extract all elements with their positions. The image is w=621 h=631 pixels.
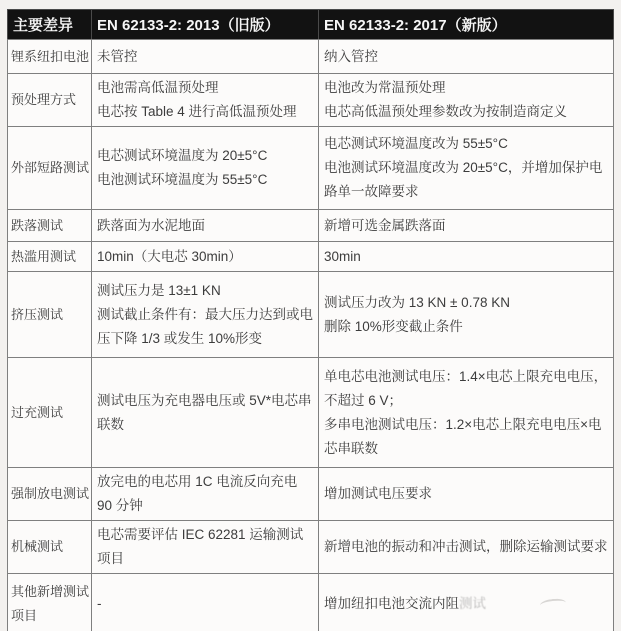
row-category-cell: 预处理方式 <box>8 74 92 127</box>
table-row <box>8 242 614 272</box>
new-version-cell <box>319 574 614 631</box>
old-version-cell: - <box>92 574 319 631</box>
old-version-cell: 未管控 <box>92 40 319 74</box>
old-version-cell: 测试电压为充电器电压或 5V*电芯串联数 <box>92 358 319 468</box>
row-category-cell: 热滥用测试 <box>8 242 92 272</box>
table-row <box>8 74 614 127</box>
old-version-cell: 电芯测试环境温度为 20±5°C 电池测试环境温度为 55±5°C <box>92 127 319 210</box>
table-row <box>8 574 614 631</box>
old-version-cell: 测试压力是 13±1 KN 测试截止条件有：最大压力达到或电压下降 1/3 或发生 10%形变 <box>92 272 319 358</box>
header-old-standard: EN 62133-2: 2013（旧版） <box>92 10 319 40</box>
table-row <box>8 210 614 242</box>
comparison-table <box>7 9 614 631</box>
cell-text: 增加纽扣电池交流内阻 <box>324 595 459 611</box>
new-version-cell: 测试压力改为 13 KN ± 0.78 KN 删除 10%形变截止条件 <box>319 272 614 358</box>
old-version-cell: 电芯需要评估 IEC 62281 运输测试项目 <box>92 521 319 574</box>
new-version-cell: 电芯测试环境温度改为 55±5°C 电池测试环境温度改为 20±5°C，并增加保护电路单一故障要求 <box>319 127 614 210</box>
table-row <box>8 521 614 574</box>
old-version-cell: 跌落面为水泥地面 <box>92 210 319 242</box>
new-version-cell: 新增电池的振动和冲击测试，删除运输测试要求 <box>319 521 614 574</box>
row-category-cell: 机械测试 <box>8 521 92 574</box>
new-version-cell: 30min <box>319 242 614 272</box>
new-version-cell: 增加测试电压要求 <box>319 468 614 521</box>
new-version-cell: 新增可选金属跌落面 <box>319 210 614 242</box>
table-row <box>8 40 614 74</box>
header-main-difference: 主要差异 <box>8 10 92 40</box>
row-category-cell: 跌落测试 <box>8 210 92 242</box>
old-version-cell: 电池需高低温预处理 电芯按 Table 4 进行高低温预处理 <box>92 74 319 127</box>
row-category-cell: 锂系纽扣电池 <box>8 40 92 74</box>
row-category-cell: 其他新增测试项目 <box>8 574 92 631</box>
table-row <box>8 468 614 521</box>
table-header-row <box>8 10 614 40</box>
table-row <box>8 358 614 468</box>
row-category-cell: 挤压测试 <box>8 272 92 358</box>
faded-watermarked-text: 测试 <box>459 595 486 611</box>
header-new-standard: EN 62133-2: 2017（新版） <box>319 10 614 40</box>
row-category-cell: 过充测试 <box>8 358 92 468</box>
table-row <box>8 272 614 358</box>
table-row <box>8 127 614 210</box>
old-version-cell: 10min（大电芯 30min） <box>92 242 319 272</box>
new-version-cell: 纳入管控 <box>319 40 614 74</box>
row-category-cell: 外部短路测试 <box>8 127 92 210</box>
new-version-cell: 电池改为常温预处理 电芯高低温预处理参数改为按制造商定义 <box>319 74 614 127</box>
old-version-cell: 放完电的电芯用 1C 电流反向充电 90 分钟 <box>92 468 319 521</box>
row-category-cell: 强制放电测试 <box>8 468 92 521</box>
new-version-cell: 单电芯电池测试电压：1.4×电芯上限充电电压，不超过 6 V； 多串电池测试电压：1.2×电芯上限充电电压×电芯串联数 <box>319 358 614 468</box>
